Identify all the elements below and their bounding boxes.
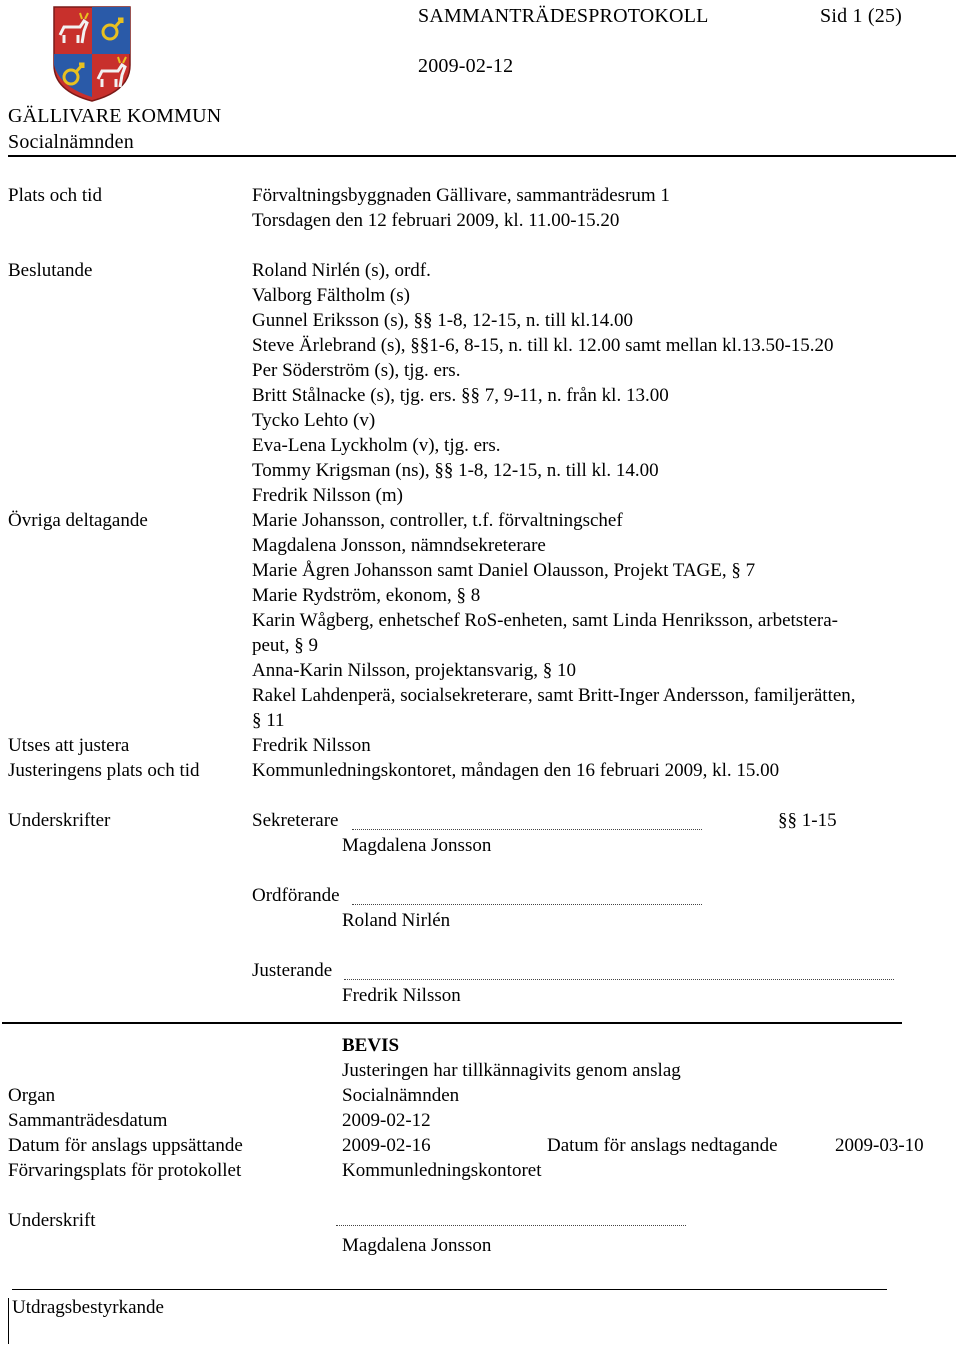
- decision-label: Beslutande: [8, 260, 93, 281]
- page-number: Sid 1 (25): [820, 5, 902, 27]
- meeting-date-label: Sammanträdesdatum: [8, 1110, 168, 1131]
- posted-date-value: 2009-02-16: [342, 1135, 431, 1156]
- decision-line: Steve Ärlebrand (s), §§1-6, 8-15, n. till kl. 12.00 samt mellan kl.13.50-15.20: [252, 335, 834, 356]
- secretary-role: Sekreterare: [252, 810, 339, 831]
- decision-line: Roland Nirlén (s), ordf.: [252, 260, 431, 281]
- secretary-name: Magdalena Jonsson: [342, 835, 492, 856]
- certificate-signature-line: [336, 1225, 686, 1226]
- others-line: Anna-Karin Nilsson, projektansvarig, § 10: [252, 660, 576, 681]
- decision-line: Valborg Fältholm (s): [252, 285, 410, 306]
- place-label: Plats och tid: [8, 185, 102, 206]
- adjust-place-label: Justeringens plats och tid: [8, 760, 200, 781]
- adjuster-label: Utses att justera: [8, 735, 130, 756]
- others-line: Magdalena Jonsson, nämndsekreterare: [252, 535, 546, 556]
- others-line: Marie Johansson, controller, t.f. förvaltningschef: [252, 510, 623, 531]
- signatures-label: Underskrifter: [8, 810, 111, 831]
- chair-name: Roland Nirlén: [342, 910, 451, 931]
- certified-label: Utdragsbestyrkande: [12, 1297, 164, 1318]
- adjuster-signature-line: [344, 979, 894, 980]
- decision-line: Fredrik Nilsson (m): [252, 485, 403, 506]
- coat-of-arms-logo: [52, 5, 132, 103]
- board-name: Socialnämnden: [8, 131, 134, 153]
- meeting-date-value: 2009-02-12: [342, 1110, 431, 1131]
- decision-line: Gunnel Eriksson (s), §§ 1-8, 12-15, n. till kl.14.00: [252, 310, 634, 331]
- removed-date-label: Datum för anslags nedtagande: [547, 1135, 778, 1156]
- place-line-1: Förvaltningsbyggnaden Gällivare, sammanträdesrum 1: [252, 185, 670, 206]
- adjuster-name: Fredrik Nilsson: [342, 985, 461, 1006]
- certificate-signature-name: Magdalena Jonsson: [342, 1235, 492, 1256]
- others-line: § 11: [252, 710, 285, 731]
- adjust-place-value: Kommunledningskontoret, måndagen den 16 februari 2009, kl. 15.00: [252, 760, 780, 781]
- section-rule: [2, 1022, 902, 1024]
- footer-rule: [12, 1289, 887, 1290]
- footer-box-left-edge: [8, 1298, 9, 1344]
- others-line: peut, § 9: [252, 635, 318, 656]
- municipality-name: GÄLLIVARE KOMMUN: [8, 105, 222, 127]
- certificate-subheading: Justeringen har tillkännagivits genom anslag: [342, 1060, 681, 1081]
- posted-date-label: Datum för anslags uppsättande: [8, 1135, 243, 1156]
- storage-label: Förvaringsplats för protokollet: [8, 1160, 242, 1181]
- storage-value: Kommunledningskontoret: [342, 1160, 542, 1181]
- document-title: SAMMANTRÄDESPROTOKOLL: [418, 5, 709, 27]
- others-line: Marie Rydström, ekonom, § 8: [252, 585, 481, 606]
- chair-signature-line: [352, 904, 702, 905]
- signature-label: Underskrift: [8, 1210, 96, 1231]
- secretary-signature-line: [352, 829, 702, 830]
- decision-line: Britt Stålnacke (s), tjg. ers. §§ 7, 9-11, n. från kl. 13.00: [252, 385, 669, 406]
- place-line-2: Torsdagen den 12 februari 2009, kl. 11.00-15.20: [252, 210, 620, 231]
- removed-date-value: 2009-03-10: [835, 1135, 924, 1156]
- others-line: Rakel Lahdenperä, socialsekreterare, samt Britt-Inger Andersson, familjerätten,: [252, 685, 856, 706]
- chair-role: Ordförande: [252, 885, 340, 906]
- decision-line: Tommy Krigsman (ns), §§ 1-8, 12-15, n. till kl. 14.00: [252, 460, 659, 481]
- organ-value: Socialnämnden: [342, 1085, 460, 1106]
- decision-line: Per Söderström (s), tjg. ers.: [252, 360, 461, 381]
- decision-line: Eva-Lena Lyckholm (v), tjg. ers.: [252, 435, 501, 456]
- others-label: Övriga deltagande: [8, 510, 148, 531]
- others-line: Karin Wågberg, enhetschef RoS-enheten, samt Linda Henriksson, arbetstera-: [252, 610, 838, 631]
- decision-line: Tycko Lehto (v): [252, 410, 376, 431]
- header-rule: [8, 155, 956, 157]
- organ-label: Organ: [8, 1085, 56, 1106]
- others-line: Marie Ågren Johansson samt Daniel Olausson, Projekt TAGE, § 7: [252, 560, 756, 581]
- secretary-paragraphs: §§ 1-15: [778, 810, 837, 831]
- adjuster-role: Justerande: [252, 960, 333, 981]
- header-date: 2009-02-12: [418, 55, 514, 77]
- adjuster-value: Fredrik Nilsson: [252, 735, 371, 756]
- certificate-heading: BEVIS: [342, 1035, 400, 1056]
